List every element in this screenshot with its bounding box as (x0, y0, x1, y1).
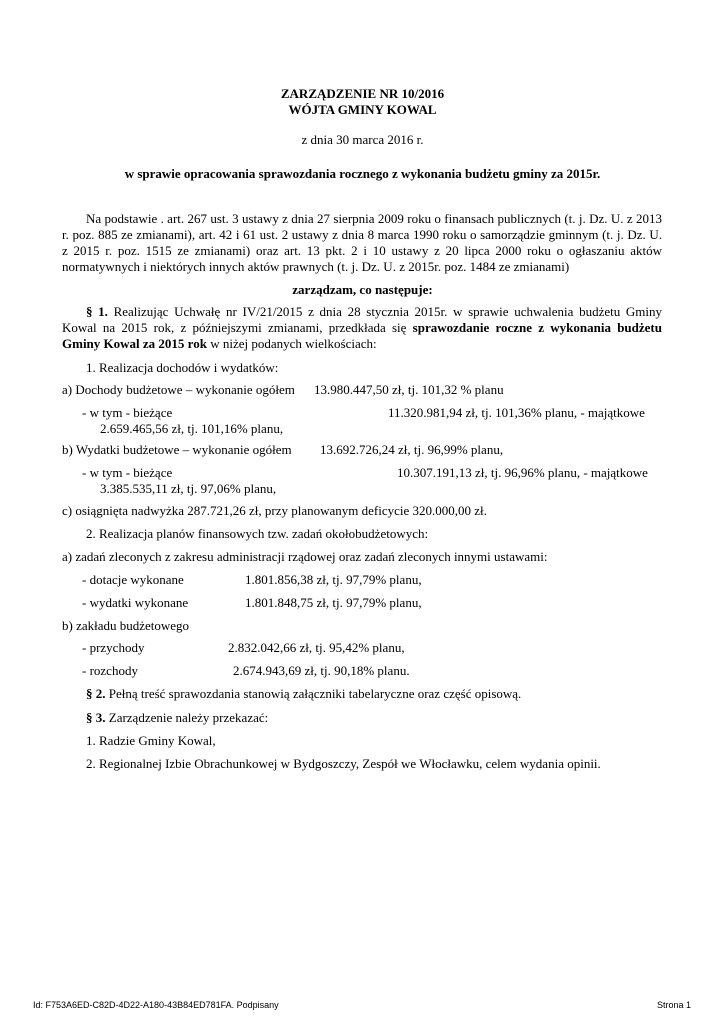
document-date: z dnia 30 marca 2016 r. (301, 132, 424, 147)
section-1 (62, 304, 662, 352)
section-1-text-bold: sprawozdanie roczne z wykonania budżetu Gminy Kowal za 2015 rok (62, 320, 662, 351)
section-2 (86, 686, 521, 702)
section-2-marker: § 2. (86, 686, 106, 701)
footer-page-number: Strona 1 (656, 1000, 691, 1010)
income-sub-label: - w tym - bieżące (82, 405, 173, 420)
surplus-line: c) osiągnięta nadwyżka 287.721,26 zł, przy planowanym deficycie 320.000,00 zł. (62, 503, 487, 518)
point-1-heading: 1. Realizacja dochodów i wydatków: (86, 360, 279, 375)
delegated-tasks-line: a) zadań zleconych z zakresu administracji rządowej oraz zadań zleconych innymi ustawami: (62, 549, 548, 564)
expense-sub-label: - w tym - bieżące (82, 465, 173, 480)
section-2-text: Pełną treść sprawozdania stanowią załączniki tabelaryczne oraz część opisową. (105, 686, 522, 701)
document-subject: w sprawie opracowania sprawozdania rocznego z wykonania budżetu gminy za 2015r. (124, 166, 601, 181)
revenues-label: - przychody (82, 640, 145, 655)
expense-value: 13.692.726,24 zł, tj. 96,99% planu, (320, 442, 504, 457)
decree-heading: zarządzam, co następuje: (292, 282, 433, 297)
point-2-heading: 2. Realizacja planów finansowych tzw. zadań okołobudżetowych: (86, 526, 429, 541)
disbursements-label: - rozchody (82, 663, 138, 678)
spent-label: - wydatki wykonane (82, 595, 189, 610)
recipient-1: 1. Radzie Gminy Kowal, (86, 733, 216, 748)
section-3 (86, 710, 268, 726)
section-1-text-b: w niżej podanych wielkościach: (206, 336, 377, 351)
disbursements-value: 2.674.943,69 zł, tj. 90,18% planu. (233, 663, 410, 678)
footer-id: Id: F753A6ED-C82D-4D22-A180-43B84ED781FA. Podpisany (33, 1000, 279, 1010)
revenues-value: 2.832.042,66 zł, tj. 95,42% planu, (228, 640, 405, 655)
section-3-text: Zarządzenie należy przekazać: (105, 710, 269, 725)
recipient-2: 2. Regionalnej Izbie Obrachunkowej w Bydgoszczy, Zespół we Włocławku, celem wydania opinii. (86, 756, 601, 771)
budget-unit-line: b) zakładu budżetowego (62, 618, 190, 633)
income-sub-cont: 2.659.465,56 zł, tj. 101,16% planu, (100, 421, 284, 436)
preamble: Na podstawie . art. 267 ust. 3 ustawy z dnia 27 sierpnia 2009 roku o finansach publicznych (t. j. Dz. U. z 2013 r. poz. 885 ze zmianami), art. 42 i 61 ust. 2 ustawy z dnia 8 marca 1990 roku o samorządzie gminnym (t. j. Dz. U. z 2015 r. poz. 1515 ze zmianami) oraz art. 13 pkt. 2 i 10 ustawy z 20 lipca 2000 roku o ogłaszaniu aktów normatywnych i niektórych innych aktów prawnych (t. j. Dz. U. z 2015r. poz. 1484 ze zmianami) (62, 211, 662, 274)
spent-value: 1.801.848,75 zł, tj. 97,79% planu, (245, 595, 422, 610)
income-label: a) Dochody budżetowe – wykonanie ogółem (62, 382, 295, 397)
expense-sub-value: 10.307.191,13 zł, tj. 96,96% planu, - majątkowe (397, 465, 648, 480)
title-line-2: WÓJTA GMINY KOWAL (288, 102, 437, 117)
expense-label: b) Wydatki budżetowe – wykonanie ogółem (62, 442, 292, 457)
title-line-1: ZARZĄDZENIE NR 10/2016 (280, 86, 445, 101)
expense-sub-cont: 3.385.535,11 zł, tj. 97,06% planu, (100, 481, 277, 496)
section-1-marker: § 1. (86, 304, 108, 319)
section-1-text-a: Realizując Uchwałę nr IV/21/2015 z dnia 28 stycznia 2015r. w sprawie uchwalenia budżetu Gminy Kowal na 2015 rok, z późniejszymi zmianami, przedkłada się (62, 304, 663, 335)
income-sub-value: 11.320.981,94 zł, tj. 101,36% planu, - majątkowe (388, 405, 645, 420)
income-value: 13.980.447,50 zł, tj. 101,32 % planu (314, 382, 504, 397)
grants-value: 1.801.856,38 zł, tj. 97,79% planu, (245, 572, 422, 587)
section-3-marker: § 3. (86, 710, 106, 725)
grants-label: - dotacje wykonane (82, 572, 184, 587)
